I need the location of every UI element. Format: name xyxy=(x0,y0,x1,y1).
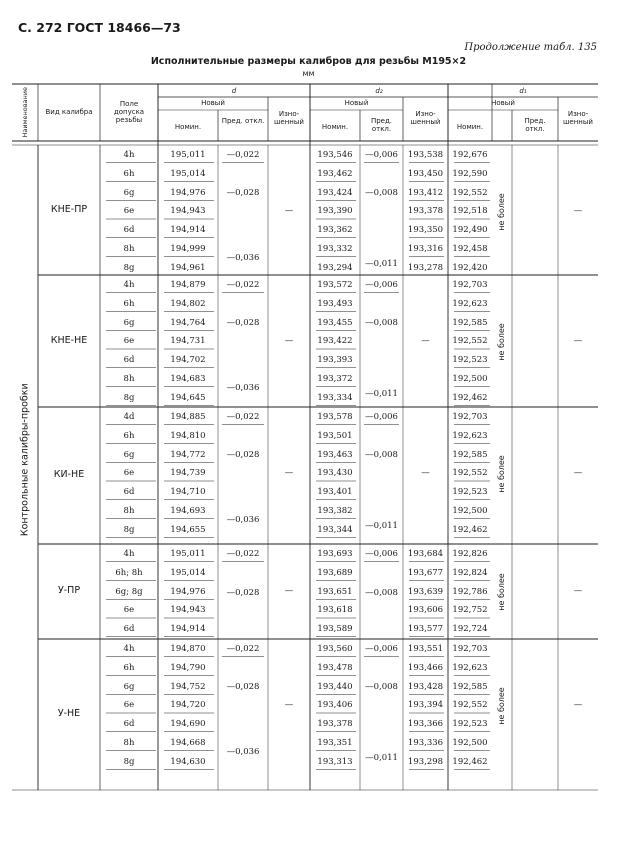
d-nominal: 194,802 xyxy=(170,298,206,309)
d1-worn-dash: — xyxy=(573,335,583,346)
header-d1-nomin: Номин. xyxy=(456,123,484,131)
tolerance-field: 4h xyxy=(123,150,135,160)
d2-worn-dash: — xyxy=(421,467,430,478)
d-nominal: 195,014 xyxy=(170,168,206,179)
d2-deviation: —0,008 xyxy=(365,681,398,692)
d2-nominal: 193,689 xyxy=(317,567,353,578)
d2-nominal: 193,294 xyxy=(317,262,353,273)
d2-worn: 193,428 xyxy=(407,681,444,692)
tolerance-field: 8g xyxy=(123,524,135,535)
d-deviation: —0,028 xyxy=(226,681,260,692)
d2-worn: 193,394 xyxy=(407,700,444,711)
d-nominal: 194,943 xyxy=(170,605,206,616)
d-nominal: 195,011 xyxy=(170,549,206,559)
d1-max-note: не более xyxy=(497,454,506,493)
d1-nominal: 192,552 xyxy=(452,336,488,347)
d1-nominal: 192,462 xyxy=(452,392,488,403)
d2-nominal: 193,378 xyxy=(317,719,353,729)
d-nominal: 194,943 xyxy=(170,206,206,217)
d2-nominal: 193,390 xyxy=(317,206,353,217)
d2-nominal: 193,572 xyxy=(317,280,353,290)
d-nominal: 194,655 xyxy=(170,524,206,535)
d2-nominal: 193,332 xyxy=(317,243,353,254)
d2-deviation: —0,006 xyxy=(365,150,398,160)
d2-nominal: 193,372 xyxy=(317,373,353,384)
tolerance-field: 8h xyxy=(123,373,135,384)
d-nominal: 194,693 xyxy=(170,505,206,516)
table-title: Исполнительные размеры калибров для резьбы М195×2 xyxy=(150,56,467,67)
d-deviation: —0,022 xyxy=(226,644,260,654)
gauge-name-У-НЕ: У-НЕ xyxy=(57,708,81,719)
tolerance-field: 8h xyxy=(123,505,135,516)
d1-nominal: 192,552 xyxy=(452,187,488,198)
d2-nominal: 193,351 xyxy=(317,737,353,748)
d2-worn: 193,298 xyxy=(407,756,444,767)
d1-nominal: 192,786 xyxy=(452,586,488,597)
gauge-name-КИ-НЕ: КИ-НЕ xyxy=(53,469,85,480)
header-d2-nomin: Номин. xyxy=(321,123,349,131)
d1-nominal: 192,462 xyxy=(452,756,488,767)
d-deviation: —0,022 xyxy=(226,412,260,422)
d-deviation: —0,028 xyxy=(226,449,260,460)
d2-nominal: 193,501 xyxy=(317,430,353,441)
d2-nominal: 193,578 xyxy=(317,412,353,422)
header-d-izn: Изно- шенный xyxy=(274,110,304,126)
d2-nominal: 193,478 xyxy=(317,662,353,673)
d1-nominal: 192,585 xyxy=(452,449,488,460)
d-deviation: —0,022 xyxy=(226,549,260,559)
d-worn-dash: — xyxy=(284,699,294,710)
header-d1-pred: Пред. откл. xyxy=(524,117,546,133)
tolerance-field: 6e xyxy=(123,605,135,616)
tolerance-field: 4h xyxy=(123,280,135,290)
d-deviation: —0,022 xyxy=(226,150,260,160)
d-nominal: 194,961 xyxy=(170,262,206,273)
tolerance-field: 6e xyxy=(123,336,135,347)
d-nominal: 194,630 xyxy=(170,756,206,767)
tolerance-field: 6g xyxy=(123,187,135,198)
d1-max-note: не более xyxy=(497,573,506,611)
continuation-label: Продолжение табл. 135 xyxy=(464,42,597,53)
tolerance-field: 6d xyxy=(123,719,135,729)
d1-nominal: 192,623 xyxy=(452,298,488,309)
tolerance-field: 6g xyxy=(123,681,135,692)
d1-nominal: 192,623 xyxy=(452,430,488,441)
d2-worn: 193,538 xyxy=(407,150,444,160)
header-vid-kalibra: Вид калибра xyxy=(45,108,93,116)
d2-deviation: —0,008 xyxy=(365,588,398,599)
d-deviation: —0,036 xyxy=(226,253,260,264)
d1-nominal: 192,724 xyxy=(452,624,488,634)
d2-nominal: 193,455 xyxy=(317,317,353,328)
d-deviation: —0,036 xyxy=(226,515,260,526)
d-nominal: 194,999 xyxy=(170,243,206,254)
d1-nominal: 192,523 xyxy=(452,487,488,497)
d1-nominal: 192,500 xyxy=(452,737,488,748)
d1-nominal: 192,585 xyxy=(452,317,488,328)
d2-nominal: 193,422 xyxy=(317,336,353,347)
tolerance-field: 6h xyxy=(123,298,135,309)
d1-worn-dash: — xyxy=(573,699,583,710)
d2-worn: 193,378 xyxy=(407,206,444,217)
header-d1-novyi: Новый xyxy=(491,99,515,107)
tolerance-field: 4d xyxy=(123,412,135,422)
d1-nominal: 192,420 xyxy=(452,262,488,273)
header-d: d xyxy=(231,87,237,95)
d2-worn: 193,316 xyxy=(407,243,444,254)
d-nominal: 194,885 xyxy=(170,412,206,422)
d1-max-note: не более xyxy=(497,686,506,725)
table-unit: мм xyxy=(302,69,315,78)
d2-worn: 193,366 xyxy=(407,719,444,729)
d2-nominal: 193,382 xyxy=(317,505,353,516)
d2-worn: 193,450 xyxy=(407,168,444,179)
d1-worn-dash: — xyxy=(573,585,583,596)
d2-worn: 193,278 xyxy=(407,262,444,273)
d-nominal: 195,011 xyxy=(170,150,206,160)
d-worn-dash: — xyxy=(284,585,294,596)
d-nominal: 194,690 xyxy=(170,719,206,729)
header-d2-izn: Изно- шенный xyxy=(410,110,441,126)
tolerance-field: 6g; 8g xyxy=(115,586,143,597)
tolerance-field: 6g xyxy=(123,317,135,328)
d1-nominal: 192,752 xyxy=(452,605,488,616)
page-reference: С. 272 ГОСТ 18466—73 xyxy=(18,20,181,35)
d2-nominal: 193,462 xyxy=(317,168,353,179)
d2-nominal: 193,430 xyxy=(317,468,353,479)
header-d-nomin: Номин. xyxy=(174,123,202,131)
d2-nominal: 193,493 xyxy=(317,298,353,309)
d1-nominal: 192,590 xyxy=(452,168,488,179)
tolerance-field: 6d xyxy=(123,355,135,365)
d2-deviation: —0,006 xyxy=(365,412,398,422)
d2-nominal: 193,560 xyxy=(317,644,353,654)
d-nominal: 194,772 xyxy=(170,449,206,460)
d2-nominal: 193,440 xyxy=(317,681,353,692)
header-d-novyi: Новый xyxy=(201,99,225,107)
d2-worn: 193,684 xyxy=(407,549,444,559)
d2-deviation: —0,008 xyxy=(365,449,398,460)
header-d1: d₁ xyxy=(519,87,527,95)
d1-nominal: 192,518 xyxy=(452,206,488,217)
d-nominal: 194,702 xyxy=(170,355,206,365)
tolerance-field: 4h xyxy=(123,644,135,654)
d2-nominal: 193,463 xyxy=(317,449,353,460)
d1-nominal: 192,552 xyxy=(452,468,488,479)
header-naimenovanie: Наименование xyxy=(20,86,29,138)
gauge-name-У-ПР: У-ПР xyxy=(57,585,81,596)
d2-nominal: 193,362 xyxy=(317,225,353,235)
d2-deviation: —0,011 xyxy=(365,258,398,269)
d-nominal: 194,870 xyxy=(170,644,206,654)
tolerance-field: 6e xyxy=(123,468,135,479)
d2-nominal: 193,344 xyxy=(317,524,353,535)
d1-nominal: 192,523 xyxy=(452,355,488,365)
d1-nominal: 192,676 xyxy=(452,150,488,160)
d-nominal: 194,668 xyxy=(170,737,206,748)
d2-nominal: 193,401 xyxy=(317,487,353,497)
d-deviation: —0,036 xyxy=(226,747,260,758)
d-deviation: —0,028 xyxy=(226,317,260,328)
d1-nominal: 192,703 xyxy=(452,280,488,290)
tolerance-field: 8h xyxy=(123,737,135,748)
tolerance-field: 8g xyxy=(123,392,135,403)
d2-nominal: 193,424 xyxy=(317,187,353,198)
tolerance-field: 6e xyxy=(123,700,135,711)
d-nominal: 195,014 xyxy=(170,567,206,578)
d1-nominal: 192,826 xyxy=(452,549,488,559)
d-nominal: 194,752 xyxy=(170,681,206,692)
d1-nominal: 192,585 xyxy=(452,681,488,692)
tolerance-field: 8g xyxy=(123,756,135,767)
d2-nominal: 193,313 xyxy=(317,756,353,767)
d2-worn: 193,677 xyxy=(407,567,444,578)
d-deviation: —0,036 xyxy=(226,383,260,394)
tolerance-field: 6h xyxy=(123,430,135,441)
d-worn-dash: — xyxy=(284,205,294,216)
d2-deviation: —0,011 xyxy=(365,520,398,531)
d2-nominal: 193,693 xyxy=(317,549,353,559)
d2-deviation: —0,008 xyxy=(365,317,398,328)
d-nominal: 194,683 xyxy=(170,373,206,384)
header-d2-pred: Пред. откл. xyxy=(370,117,393,133)
header-d1-izn: Изно- шенный xyxy=(563,110,593,126)
gauge-name-КНЕ-НЕ: КНЕ-НЕ xyxy=(50,334,88,346)
d2-worn: 193,336 xyxy=(407,737,444,748)
d-deviation: —0,022 xyxy=(226,280,260,290)
d-nominal: 194,739 xyxy=(170,468,206,479)
tolerance-field: 6h xyxy=(123,662,135,673)
d2-deviation: —0,011 xyxy=(365,388,398,399)
d-worn-dash: — xyxy=(284,467,294,478)
d-nominal: 194,976 xyxy=(170,586,206,597)
d-nominal: 194,645 xyxy=(170,392,206,403)
d-nominal: 194,976 xyxy=(170,187,206,198)
tolerance-field: 8h xyxy=(123,243,135,254)
d-nominal: 194,879 xyxy=(170,280,206,290)
tolerance-field: 6d xyxy=(123,225,135,235)
header-d-pred: Пред. откл. xyxy=(221,117,265,125)
d1-nominal: 192,703 xyxy=(452,644,488,654)
d-deviation: —0,028 xyxy=(226,588,260,599)
d1-nominal: 192,462 xyxy=(452,524,488,535)
d-nominal: 194,710 xyxy=(170,487,206,497)
d2-nominal: 193,334 xyxy=(317,392,353,403)
tolerance-field: 6h; 8h xyxy=(115,567,143,578)
d-nominal: 194,731 xyxy=(170,336,206,347)
d2-worn: 193,577 xyxy=(407,624,444,634)
d1-worn-dash: — xyxy=(573,205,583,216)
tolerance-field: 6d xyxy=(123,624,135,634)
d2-worn: 193,551 xyxy=(407,644,444,654)
d-nominal: 194,764 xyxy=(170,317,206,328)
d1-nominal: 192,458 xyxy=(452,243,488,254)
d1-nominal: 192,552 xyxy=(452,700,488,711)
d2-deviation: —0,006 xyxy=(365,280,398,290)
header-d2: d₂ xyxy=(375,87,383,95)
d1-nominal: 192,623 xyxy=(452,662,488,673)
d1-max-note: не более xyxy=(497,322,506,361)
d2-worn: 193,606 xyxy=(407,605,444,616)
d2-worn: 193,639 xyxy=(407,586,444,597)
d1-nominal: 192,703 xyxy=(452,412,488,422)
d2-deviation: —0,006 xyxy=(365,549,398,559)
row-group-label: Контрольные калибры-пробки xyxy=(19,383,31,537)
d1-nominal: 192,490 xyxy=(452,225,488,235)
d-deviation: —0,028 xyxy=(226,187,260,198)
d-nominal: 194,790 xyxy=(170,662,206,673)
tolerance-field: 4h xyxy=(123,549,135,559)
header-pole-dopuska: Поле допуска резьбы xyxy=(113,100,145,124)
d-worn-dash: — xyxy=(284,335,294,346)
d1-nominal: 192,523 xyxy=(452,719,488,729)
tolerance-field: 6e xyxy=(123,206,135,217)
d-nominal: 194,914 xyxy=(170,225,206,235)
d1-nominal: 192,500 xyxy=(452,373,488,384)
d-nominal: 194,914 xyxy=(170,624,206,634)
header-d2-novyi: Новый xyxy=(344,99,369,107)
d2-nominal: 193,651 xyxy=(317,586,353,597)
d1-worn-dash: — xyxy=(573,467,583,478)
d1-nominal: 192,824 xyxy=(452,567,488,578)
d2-nominal: 193,546 xyxy=(317,150,353,160)
tolerance-field: 6g xyxy=(123,449,135,460)
d2-nominal: 193,406 xyxy=(317,700,353,711)
d-nominal: 194,720 xyxy=(170,700,206,711)
d2-nominal: 193,589 xyxy=(317,624,353,634)
tolerance-field: 6d xyxy=(123,487,135,497)
d2-worn-dash: — xyxy=(421,335,430,346)
d1-max-note: не более xyxy=(497,192,506,231)
d2-worn: 193,412 xyxy=(407,187,444,198)
tolerance-field: 6h xyxy=(123,168,135,179)
d2-deviation: —0,011 xyxy=(365,752,398,763)
d2-worn: 193,466 xyxy=(407,662,444,673)
d2-nominal: 193,393 xyxy=(317,355,353,365)
d2-deviation: —0,006 xyxy=(365,644,398,654)
tolerance-field: 8g xyxy=(123,262,135,273)
d2-worn: 193,350 xyxy=(407,225,444,235)
d2-deviation: —0,008 xyxy=(365,187,398,198)
d2-nominal: 193,618 xyxy=(317,605,353,616)
d1-nominal: 192,500 xyxy=(452,505,488,516)
d-nominal: 194,810 xyxy=(170,430,206,441)
gauge-name-КНЕ-ПР: КНЕ-ПР xyxy=(50,203,88,215)
